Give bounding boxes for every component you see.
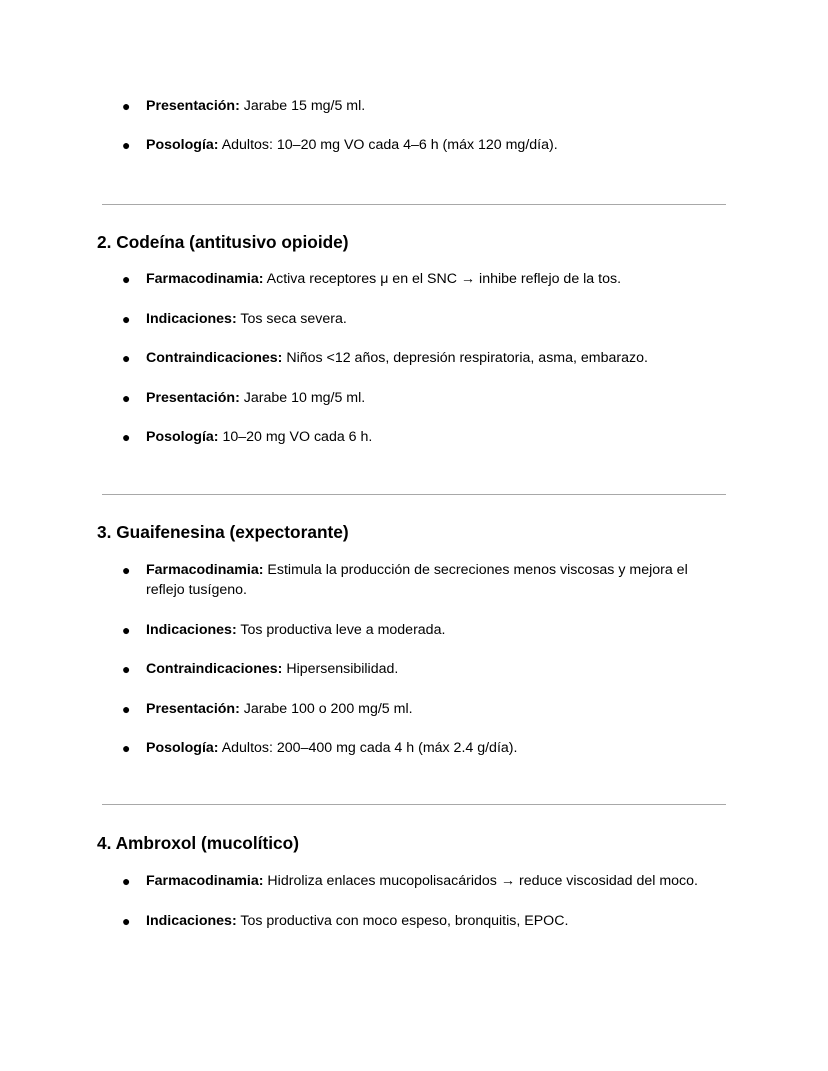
bullet-icon: ● <box>122 912 131 929</box>
item-text: Hidroliza enlaces mucopolisacáridos → reduce viscosidad del moco. <box>263 873 698 889</box>
bullet-icon: ● <box>122 389 131 406</box>
item-label: Contraindicaciones: <box>146 350 283 366</box>
item-text: Jarabe 100 o 200 mg/5 ml. <box>239 700 413 717</box>
item-text: Tos seca severa. <box>236 310 347 327</box>
item-text: Adultos: 10–20 mg VO cada 4–6 h (máx 120 mg/día). <box>218 137 558 153</box>
item-text: Jarabe 15 mg/5 ml. <box>239 98 366 114</box>
list-item <box>0 269 726 289</box>
list-item <box>0 699 726 719</box>
list-item <box>0 348 726 368</box>
bullet-icon: ● <box>122 271 131 287</box>
bullet-icon: ● <box>122 621 131 638</box>
bullet-icon: ● <box>122 700 131 717</box>
list-item <box>0 738 726 758</box>
item-label: Contraindicaciones: <box>146 661 283 677</box>
section-2-list <box>0 269 726 447</box>
item-label: Presentación: <box>146 700 240 717</box>
item-label: Presentación: <box>146 389 240 406</box>
list-item <box>0 388 726 408</box>
section-heading-ambroxol: 4. Ambroxol (mucolítico) <box>97 833 299 853</box>
section-4-list <box>0 871 726 931</box>
item-text: Tos productiva con moco espeso, bronquitis, EPOC. <box>236 912 569 929</box>
list-item <box>0 659 726 679</box>
bullet-icon: ● <box>122 98 131 114</box>
list-item <box>0 135 726 155</box>
bullet-icon: ● <box>122 562 131 578</box>
bullet-icon: ● <box>122 429 131 445</box>
list-item <box>0 560 726 600</box>
bullet-icon: ● <box>122 310 131 327</box>
item-text: Estimula la producción de secreciones menos viscosas y mejora el reflejo tusígeno. <box>146 562 688 598</box>
bullet-icon: ● <box>122 873 131 889</box>
item-label: Presentación: <box>146 98 240 114</box>
bullet-icon: ● <box>122 740 131 756</box>
list-item <box>0 427 726 447</box>
section-1-list <box>0 96 726 155</box>
bullet-icon: ● <box>122 350 131 366</box>
item-text: Hipersensibilidad. <box>282 661 399 677</box>
item-label: Farmacodinamia: <box>146 271 264 287</box>
horizontal-divider <box>102 494 726 495</box>
bullet-icon: ● <box>122 137 131 153</box>
list-item <box>0 309 726 329</box>
item-label: Indicaciones: <box>146 621 237 638</box>
list-item <box>0 620 726 640</box>
item-label: Farmacodinamia: <box>146 562 264 578</box>
list-item <box>0 911 726 931</box>
item-label: Posología: <box>146 740 219 756</box>
section-3-list <box>0 560 726 758</box>
item-text: Activa receptores μ en el SNC → inhibe reflejo de la tos. <box>263 271 622 287</box>
item-label: Posología: <box>146 137 219 153</box>
list-item <box>0 871 726 891</box>
bullet-icon: ● <box>122 661 131 677</box>
section-heading-codeina: 2. Codeína (antitusivo opioide) <box>97 232 349 252</box>
item-label: Posología: <box>146 429 219 445</box>
item-label: Indicaciones: <box>146 912 237 929</box>
horizontal-divider <box>102 204 726 205</box>
item-text: Niños <12 años, depresión respiratoria, asma, embarazo. <box>282 350 648 366</box>
item-text: Adultos: 200–400 mg cada 4 h (máx 2.4 g/día). <box>218 740 518 756</box>
section-heading-guaifenesina: 3. Guaifenesina (expectorante) <box>97 522 349 542</box>
item-text: 10–20 mg VO cada 6 h. <box>218 429 373 445</box>
horizontal-divider <box>102 804 726 805</box>
item-label: Farmacodinamia: <box>146 873 264 889</box>
item-label: Indicaciones: <box>146 310 237 327</box>
item-text: Jarabe 10 mg/5 ml. <box>239 389 366 406</box>
item-text: Tos productiva leve a moderada. <box>236 621 446 638</box>
list-item <box>0 96 726 116</box>
